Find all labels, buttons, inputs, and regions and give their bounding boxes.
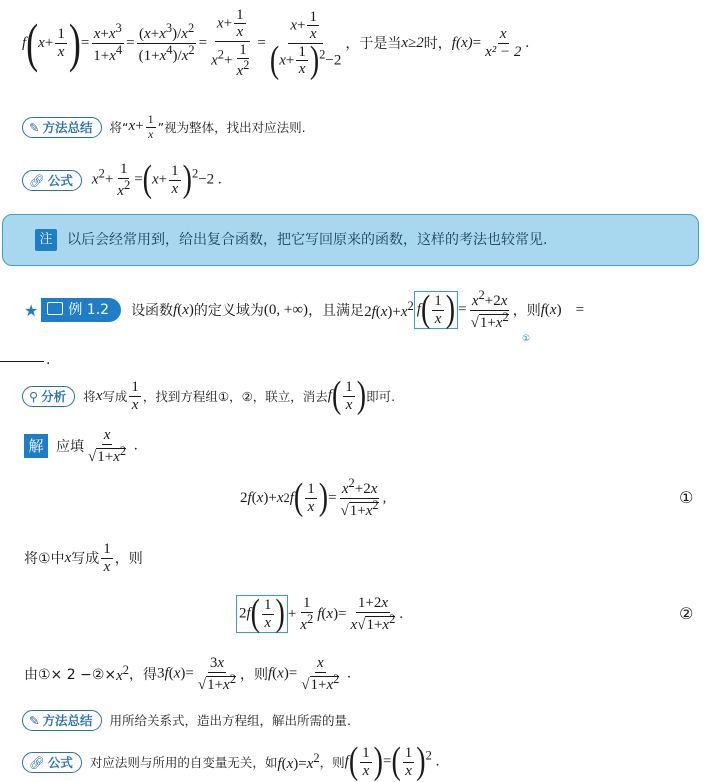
formula-tag-1: 🔗︎ 公式	[22, 170, 82, 191]
formula-1: 🔗︎ 公式 $x^2+$ $\frac{1}{x^2}$ =(x+ $\frac{1}{x}$ )$^2$−2 .	[0, 160, 707, 200]
formula-2: 🔗︎ 公式 对应法则与所用的自变量无关，如 $f(x)=x^2$ ，则 f( $\frac{1}{x}$ )=( $\frac{1}{x}$ )$^2$ .	[0, 742, 707, 782]
pen-icon: ✎	[29, 712, 40, 728]
method-tag-2: ✎ 方法总结	[22, 710, 102, 731]
highlight-box-1: f( $\frac{1}{x}$ )	[414, 291, 458, 329]
analysis-text-a: 将	[83, 389, 96, 404]
note-banner	[2, 214, 699, 266]
blank-period: .	[46, 352, 51, 368]
top-cond: x≥2	[401, 34, 424, 51]
example-text-c: ，则	[512, 303, 541, 319]
formula2-text-b: ，则	[319, 755, 345, 770]
example-header: ★ 例 1.2 设函数 f (x) 的定义域为 (0, +∞) ，且满足 $2f(x)+x^2$ f( $\frac{1}{x}$ ) = $\frac{x^2+2x}{√1+x^2}$ ，则 f(x) =	[24, 288, 585, 331]
example-domain: (0, +∞)	[263, 301, 309, 318]
step-line: 将①中 x 写成 $\frac{1}{x}$ ，则	[24, 541, 143, 575]
magnifier-icon: ⚲	[29, 388, 39, 404]
method-tag-1: ✎ 方法总结	[22, 117, 102, 138]
formula-tag-2: 🔗︎ 公式	[22, 752, 82, 773]
example-marker: ①	[522, 334, 531, 344]
analysis-text-d: 即可.	[366, 389, 396, 404]
final-text-c: ，则	[239, 667, 268, 683]
equation-number-2: ②	[679, 604, 694, 623]
example-badge: 例 1.2	[41, 298, 121, 322]
link-icon: 🔗︎	[29, 172, 45, 188]
solution: 解 应填 $\frac{x}{√1+x^2}$ .	[0, 424, 707, 468]
solution-badge: 解	[24, 434, 48, 458]
note-badge: 注	[35, 229, 57, 251]
step-text-a: 将①中	[24, 551, 65, 567]
method-summary-2	[0, 708, 707, 732]
analysis-tag: ⚲ 分析	[22, 386, 75, 407]
book-icon	[47, 302, 63, 315]
step-text-b: 写成	[71, 551, 100, 567]
answer-blank	[0, 361, 44, 362]
top-conclusion: ，于是当	[345, 36, 402, 52]
method1-text-b: ”视为整体，找出对应法则.	[157, 120, 306, 135]
solution-text: 应填	[56, 439, 84, 455]
final-text-a: 由①× 2 −②×	[24, 667, 117, 683]
top-equation: f ( x + $\frac{1}{x}$ ) = $\frac{x+x^3}{1+x^4}$ = $\frac{(x+x^3)/x^2}{(1+x^4)/x^2}$ = x+ $\frac{1}{x}$ $x^2+$ $\frac{1}{x^2}$ = x+ $\frac{1}{x}$ (x+ $\frac{1}{x}$ )$^2$−2 ，于是当 x≥2 时， f(x) = $\frac{x}{\text{x² − 2}}$ .	[22, 6, 530, 81]
method1-text-a: 将“	[109, 120, 129, 135]
analysis: ⚲ 分析 将 x 写成 $\frac{1}{x}$ ，找到方程组①，②，联立，消去 f( $\frac{1}{x}$ ) 即可.	[0, 378, 707, 414]
formula2-text-a: 对应法则与所用的自变量无关，如	[89, 755, 278, 770]
analysis-text-b: 写成	[102, 389, 128, 404]
example-text-a: 设函数	[131, 303, 174, 319]
example-text-b: ，且满足	[308, 303, 365, 319]
top-result-den: x² − 2	[485, 43, 522, 60]
method-summary-1: ✎ 方法总结 将“ x+ $\frac{1}{x}$ ”视为整体，找出对应法则.	[0, 112, 707, 142]
final-text-b: ，得	[129, 667, 158, 683]
top-result-num: x	[499, 26, 507, 42]
highlight-box-2: 2f( $\frac{1}{x}$ )	[236, 595, 288, 633]
note-text: 以后会经常用到，给出复合函数，把它写回原来的函数，这样的考法也较常见.	[67, 232, 548, 248]
final-line: 由①× 2 −②× $x^2$ ，得 3f(x)= $\frac{3x}{√1+x^2}$ ，则 f(x)= $\frac{x}{√1+x^2}$ .	[24, 655, 351, 693]
method2-text: 用所给关系式，造出方程组，解出所需的量.	[109, 713, 351, 728]
equation-1: 2 f ( x )+ x 2 f ( $\frac{1}{x}$ ) = $\frac{x^2+2x}{√1+x^2}$ , ①	[240, 476, 694, 519]
pen-icon: ✎	[29, 119, 40, 135]
example-domain-text: 的定义域为	[193, 303, 264, 319]
link-icon: 🔗︎	[29, 754, 45, 770]
analysis-text-c: ，找到方程组①，②，联立，消去	[142, 389, 328, 404]
step-text-c: ，则	[114, 551, 143, 567]
equation-number-1: ①	[679, 488, 694, 507]
top-result-lhs: f(x)	[451, 34, 473, 51]
star-icon: ★	[24, 300, 39, 320]
equation-2: 2f( $\frac{1}{x}$ ) + $\frac{1}{x^2}$ f ( x )= $\frac{1+2x}{x√1+x^2}$ . ②	[0, 586, 707, 642]
example-tail: =	[575, 301, 585, 318]
top-conclusion-2: 时，	[423, 36, 452, 52]
